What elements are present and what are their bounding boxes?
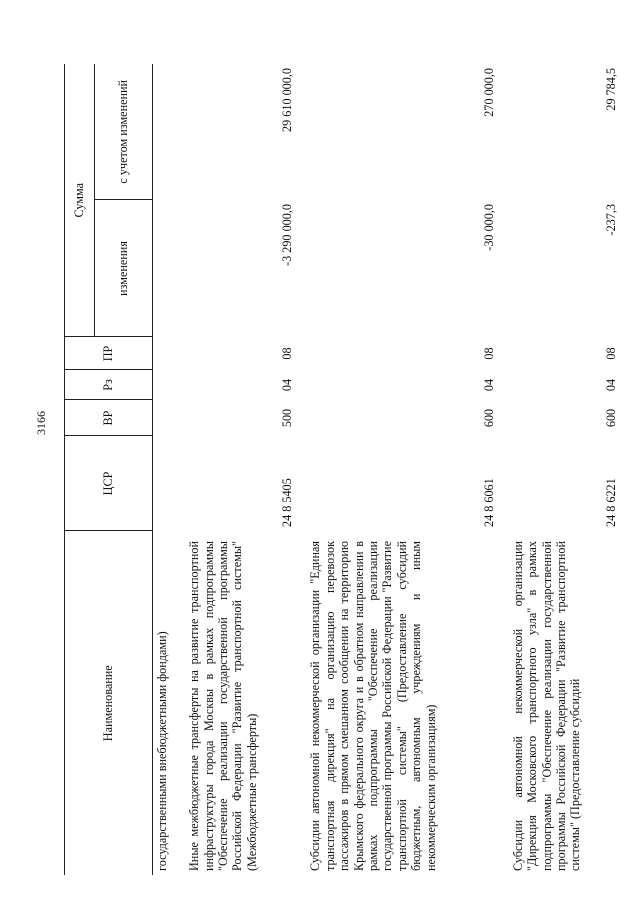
row-name: Субсидии автономной некоммерческой организации "Дирекция Московского транспортного узла" в рамках подпрограммы "Обеспечение реализации государственной программы Российской Федерации "Развитие транспортной системы" (Предоставление субсидий <box>510 541 583 871</box>
budget-table <box>64 64 624 875</box>
row-vr: 600 <box>482 408 497 428</box>
row-name: Субсидии автономной некоммерческой организации "Единая транспортная дирекция" на организацию перевозок пассажиров в прямом смешанном сообщении на территорию Крымского федерального округа и в обратном направлении в рамках подпрограммы "Обеспечение реализации государственной программы Российской Федерации "Развитие транспортной системы" (Предоставление субсидий бюджетным, автономным учреждениям и иным некоммерческим организациям) <box>308 541 438 871</box>
header-sum: Сумма <box>65 64 95 337</box>
row-name: Иные межбюджетные трансферты на развитие транспортной инфраструктуры города Москвы в рамках подпрограммы "Обеспечение реализации государственной программы Российской Федерации "Развитие транспортной системы" (Межбюджетные трансферты) <box>187 541 259 871</box>
header-with-changes: с учетом изменений <box>95 64 153 200</box>
row-rz: 04 <box>279 378 294 392</box>
table-row <box>179 64 300 875</box>
row-rz: 04 <box>603 378 618 392</box>
continuation-row <box>153 64 180 875</box>
row-total: 29 610 000,0 <box>279 67 294 132</box>
row-pr: 08 <box>603 347 618 360</box>
row-csr: 24 8 6061 <box>482 478 497 527</box>
budget-table-rotated <box>64 64 624 875</box>
continuation-text: государственными внебюджетными фондами) <box>155 631 169 871</box>
header-rz: Рз <box>65 370 153 400</box>
row-change: -237,3 <box>603 204 618 236</box>
row-csr: 24 8 5405 <box>279 478 294 527</box>
row-change: -30 000,0 <box>482 204 497 251</box>
header-pr: ПР <box>65 337 153 370</box>
row-pr: 08 <box>279 347 294 360</box>
header-name: Наименование <box>65 531 153 875</box>
header-csr: ЦСР <box>65 436 153 531</box>
table-row <box>503 64 624 875</box>
row-csr: 24 8 6221 <box>603 478 618 527</box>
row-rz: 04 <box>482 378 497 392</box>
header-vr: ВР <box>65 400 153 436</box>
page-number: 3166 <box>34 411 48 435</box>
row-total: 29 784,5 <box>603 67 618 111</box>
row-pr: 08 <box>482 347 497 360</box>
row-change: -3 290 000,0 <box>279 204 294 266</box>
table-row <box>300 64 502 875</box>
row-vr: 500 <box>279 408 294 428</box>
row-total: 270 000,0 <box>482 67 497 117</box>
row-vr: 600 <box>603 408 618 428</box>
header-changes: изменения <box>95 200 153 337</box>
